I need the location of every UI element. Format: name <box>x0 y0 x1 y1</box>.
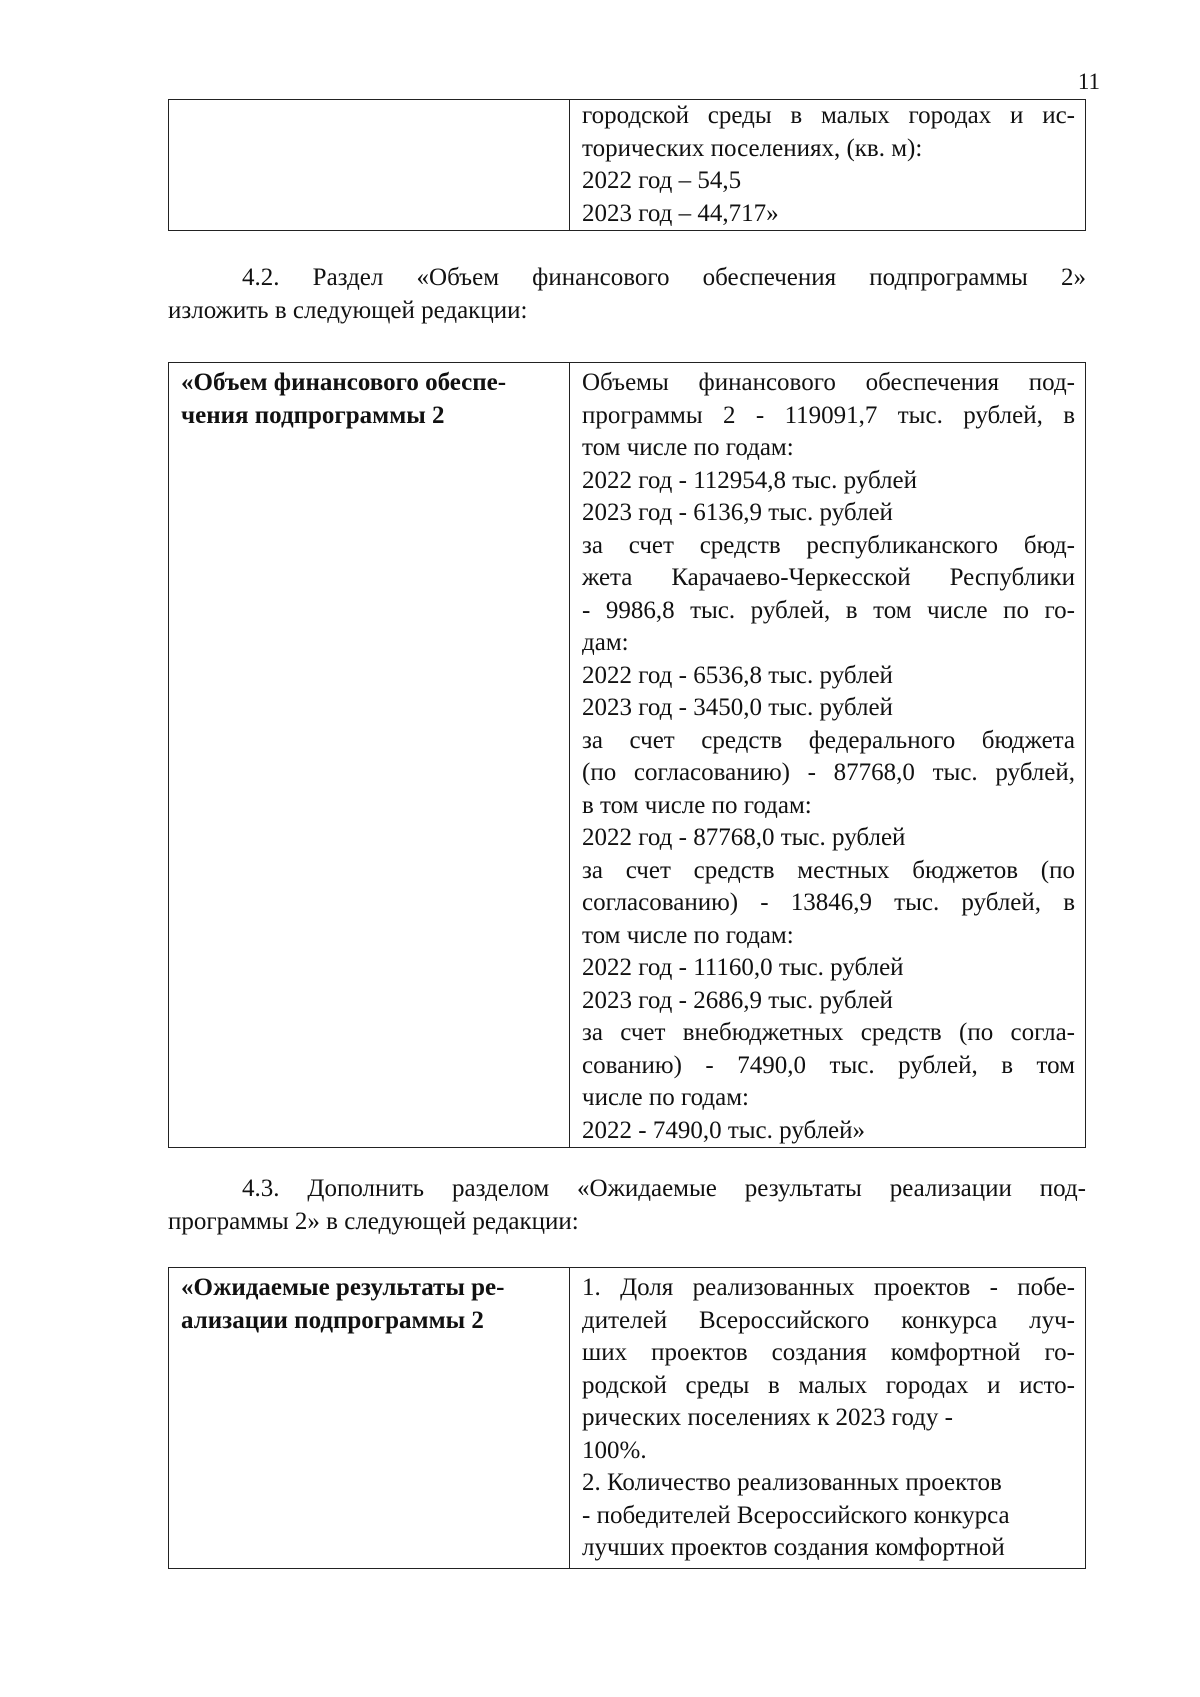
cell-line: (по согласованию) - 87768,0 тыс. рублей, <box>582 759 1075 786</box>
cell-line: лучших проектов создания комфортной <box>582 1534 1005 1561</box>
cell-line: за счет внебюджетных средств (по согла- <box>582 1019 1075 1046</box>
cell-line: в том числе по годам: <box>582 791 812 819</box>
cell-line: 2022 - 7490,0 тыс. рублей» <box>582 1116 866 1144</box>
table-cell-left <box>169 1268 570 1569</box>
cell-line: Объемы финансового обеспечения под- <box>582 369 1075 396</box>
continuation-table <box>168 99 1086 231</box>
table-cell-left <box>169 100 570 231</box>
cell-line: 2022 год - 87768,0 тыс. рублей <box>582 824 906 851</box>
table-cell-right <box>570 100 1086 231</box>
cell-line: за счет средств местных бюджетов (по <box>582 856 1075 884</box>
cell-line: 2022 год - 112954,8 тыс. рублей <box>582 466 917 494</box>
cell-line: 2023 год - 6136,9 тыс. рублей <box>582 499 893 526</box>
paragraph-line: 4.2. Раздел «Объем финансового обеспечения подпрограммы 2» <box>242 264 1086 291</box>
cell-line: 2. Количество реализованных проектов <box>582 1469 1002 1496</box>
paragraph-4-3 <box>168 1173 1086 1238</box>
cell-line: ших проектов создания комфортной го- <box>582 1339 1075 1366</box>
paragraph-4-2 <box>168 262 1086 327</box>
expected-results-table <box>168 1267 1086 1569</box>
cell-line: дам: <box>582 629 629 656</box>
cell-line: за счет средств республиканского бюд- <box>582 531 1075 559</box>
cell-line: родской среды в малых городах и исто- <box>582 1371 1075 1399</box>
cell-line: 1. Доля реализованных проектов - побе- <box>582 1274 1075 1301</box>
cell-line: жета Карачаево-Черкесской Республики <box>582 564 1075 591</box>
section-heading-line: «Ожидаемые результаты ре- <box>181 1274 505 1301</box>
cell-line: рических поселениях к 2023 году - <box>582 1404 953 1431</box>
table-row <box>169 1268 1086 1569</box>
cell-line: - 9986,8 тыс. рублей, в том числе по го- <box>582 596 1075 624</box>
section-heading-line: ализации подпрограммы 2 <box>181 1306 484 1334</box>
paragraph-line: программы 2» в следующей редакции: <box>168 1207 579 1235</box>
cell-line: 2022 год – 54,5 <box>582 167 742 194</box>
table-row <box>169 100 1086 231</box>
table-cell-right <box>570 363 1086 1148</box>
page-number: 11 <box>1077 69 1100 94</box>
financing-table <box>168 362 1086 1148</box>
cell-line: 2022 год - 6536,8 тыс. рублей <box>582 661 893 689</box>
cell-line: числе по годам: <box>582 1084 749 1111</box>
paragraph-line: 4.3. Дополнить разделом «Ожидаемые результаты реализации под- <box>242 1175 1086 1202</box>
cell-line: 2023 год – 44,717» <box>582 199 779 227</box>
paragraph-line: изложить в следующей редакции: <box>168 296 528 324</box>
cell-line: торических поселениях, (кв. м): <box>582 134 923 162</box>
cell-line: согласованию) - 13846,9 тыс. рублей, в <box>582 889 1075 916</box>
cell-line: программы 2 - 119091,7 тыс. рублей, в <box>582 401 1075 429</box>
table-cell-right <box>570 1268 1086 1569</box>
section-heading-line: чения подпрограммы 2 <box>181 401 445 429</box>
cell-line: - победителей Всероссийского конкурса <box>582 1501 1010 1529</box>
cell-line: дителей Всероссийского конкурса луч- <box>582 1306 1075 1334</box>
cell-line: 2023 год - 2686,9 тыс. рублей <box>582 986 893 1014</box>
cell-line: городской среды в малых городах и ис- <box>582 102 1075 129</box>
table-row <box>169 363 1086 1148</box>
cell-line: том числе по годам: <box>582 921 794 949</box>
cell-line: за счет средств федерального бюджета <box>582 726 1075 754</box>
cell-line: сованию) - 7490,0 тыс. рублей, в том <box>582 1051 1075 1079</box>
section-heading-line: «Объем финансового обеспе- <box>181 369 507 396</box>
table-cell-left <box>169 363 570 1148</box>
cell-line: 100%. <box>582 1436 647 1464</box>
cell-line: том числе по годам: <box>582 434 794 461</box>
cell-line: 2022 год - 11160,0 тыс. рублей <box>582 954 904 981</box>
cell-line: 2023 год - 3450,0 тыс. рублей <box>582 694 893 721</box>
